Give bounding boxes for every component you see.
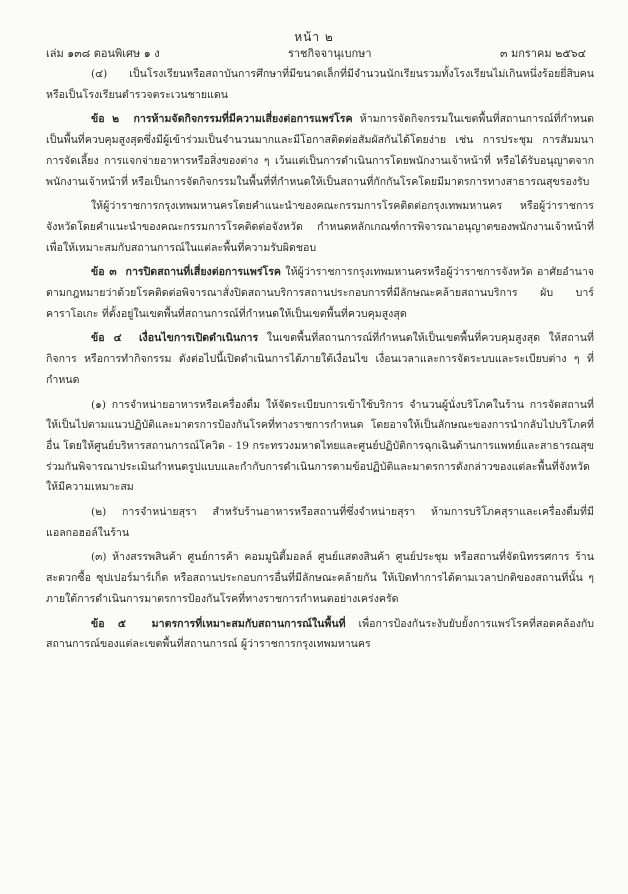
text-paragraph: ให้ผู้ว่าราชการกรุงเทพมหานครโดยคำแนะนำของคณะกรรมการโรคติดต่อกรุงเทพมหานคร หรือผู้ว่าราชการจังหวัดโดยคำแนะนำของคณะกรรมการโรคติดต่อจังหวัด กำหนดหลักเกณฑ์การพิจารณาอนุญาตของพนักงานเจ้าหน้าที่เพื่อให้เหมาะสมกับสถานการณ์ในแต่ละพื้นที่ความรับผิดชอบ — [46, 200, 594, 254]
section-number: ข้อ ๓ — [91, 266, 117, 279]
item-paragraph: (๑) การจำหน่ายอาหารหรือเครื่องดื่ม ให้จัดระเบียบการเข้าใช้บริการ จำนวนผู้นั่งบริโภคในร้าน การจัดสถานที่ให้เป็นไปตามแนวปฏิบัติและมาตรการป้องกันโรคที่ทางราชการกำหนด โดยอาจให้เป็นลักษณะของการนำกลับไปบริโภคที่อื่น โดยให้ศูนย์บริหารสถานการณ์โควิด - 19 กระทรวงมหาดไทยและศูนย์ปฏิบัติการฉุกเฉินด้านการแพทย์และสาธารณสุข ร่วมกันพิจารณาประเมินกำหนดรูปแบบและกำกับการดำเนินการตามข้อปฏิบัติและมาตรการดังกล่าวของแต่ละพื้นที่จังหวัดให้มีความเหมาะสม — [46, 398, 594, 494]
section-number: ข้อ ๔ — [91, 332, 122, 345]
section-number: ข้อ ๕ — [91, 617, 126, 630]
section-paragraph: ข้อ ๒ การห้ามจัดกิจกรรมที่มีความเสี่ยงต่อการแพร่โรค ห้ามการจัดกิจกรรมในเขตพื้นที่สถานการณ์ที่กำหนดเป็นพื้นที่ควบคุมสูงสุดซึ่งมีผู้เข้าร่วมเป็นจำนวนมากและมีโอกาสติดต่อสัมผัสกันได้โดยง่าย เช่น การประชุม การสัมมนา การจัดเลี้ยง การแจกจ่ายอาหารหรือสิ่งของต่าง ๆ เว้นแต่เป็นการดำเนินการโดยพนักงานเจ้าหน้าที่ หรือได้รับอนุญาตจากพนักงานเจ้าหน้าที่ หรือเป็นการจัดกิจกรรมในพื้นที่ที่กำหนดให้เป็นสถานที่กักกันโรคโดยมีมาตรการทางสาธารณสุขรองรับ — [46, 113, 594, 188]
section-title: การปิดสถานที่เสี่ยงต่อการแพร่โรค — [125, 266, 281, 279]
section-paragraph: ข้อ ๔ เงื่อนไขการเปิดดำเนินการ ในเขตพื้นที่สถานการณ์ที่กำหนดให้เป็นเขตพื้นที่ควบคุมสูงสุด ให้สถานที่ กิจการ หรือการทำกิจกรรม ดังต่อไปนี้เปิดดำเนินการได้ภายใต้เงื่อนไข เงื่อนเวลาและการจัดระบบและระเบียบต่าง ๆ ที่กำหนด — [46, 332, 594, 386]
item-paragraph: (๓) ห้างสรรพสินค้า ศูนย์การค้า คอมมูนิตี้มอลล์ ศูนย์แสดงสินค้า ศูนย์ประชุม หรือสถานที่จัดนิทรรศการ ร้านสะดวกซื้อ ซุปเปอร์มาร์เก็ต หรือสถานประกอบการอื่นที่มีลักษณะคล้ายกัน ให้เปิดทำการได้ตามเวลาปกติของสถานที่นั้น ๆ ภายใต้การดำเนินการมาตรการป้องกันโรคที่ทางราชการกำหนดอย่างเคร่งครัด — [46, 551, 594, 605]
section-title: มาตรการที่เหมาะสมกับสถานการณ์ในพื้นที่ — [151, 617, 346, 630]
item-paragraph: (๔) เป็นโรงเรียนหรือสถาบันการศึกษาที่มีขนาดเล็กที่มีจำนวนนักเรียนรวมทั้งโรงเรียนไม่เกินหนึ่งร้อยยี่สิบคน หรือเป็นโรงเรียนตำรวจตระเวนชายแดน — [46, 68, 594, 101]
page-number: หน้า ๒ — [294, 30, 334, 44]
section-paragraph: ข้อ ๕ มาตรการที่เหมาะสมกับสถานการณ์ในพื้นที่ เพื่อการป้องกันระงับยับยั้งการแพร่โรคที่สอดคล้องกับสถานการณ์ของแต่ละเขตพื้นที่สถานการณ์ ผู้ว่าราชการกรุงเทพมหานคร — [46, 617, 595, 651]
section-title: การห้ามจัดกิจกรรมที่มีความเสี่ยงต่อการแพร่โรค — [133, 113, 353, 126]
section-paragraph: ข้อ ๓ การปิดสถานที่เสี่ยงต่อการแพร่โรค ให้ผู้ว่าราชการกรุงเทพมหานครหรือผู้ว่าราชการจังหวัด อาศัยอำนาจตามกฎหมายว่าด้วยโรคติดต่อพิจารณาสั่งปิดสถานบริการสถานประกอบการที่มีลักษณะคล้ายสถานบริการ ผับ บาร์ คาราโอเกะ ที่ตั้งอยู่ในเขตพื้นที่สถานการณ์ที่กำหนดให้เป็นเขตพื้นที่ควบคุมสูงสุด — [46, 266, 594, 320]
item-paragraph: (๒) การจำหน่ายสุรา สำหรับร้านอาหารหรือสถานที่ซึ่งจำหน่ายสุรา ห้ามการบริโภคสุราและเครื่องดื่มที่มีแอลกอฮอล์ในร้าน — [46, 506, 594, 539]
volume-info: เล่ม ๑๓๘ ตอนพิเศษ ๑ ง — [46, 47, 160, 60]
gazette-title: ราชกิจจานุเบกษา — [287, 47, 372, 60]
publication-date: ๓ มกราคม ๒๕๖๔ — [499, 47, 586, 60]
section-number: ข้อ ๒ — [91, 113, 120, 126]
document-body — [46, 64, 594, 659]
section-title: เงื่อนไขการเปิดดำเนินการ — [138, 332, 259, 345]
gazette-header — [46, 44, 586, 62]
